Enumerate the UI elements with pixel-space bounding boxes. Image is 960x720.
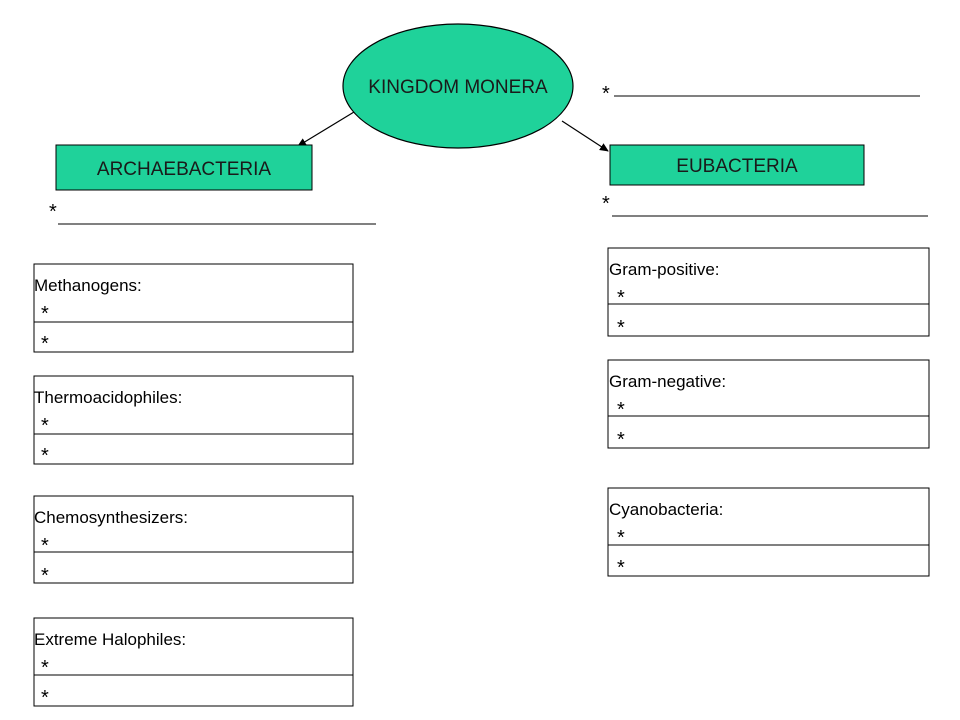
group-item: *: [617, 557, 625, 579]
group-item: *: [41, 303, 49, 325]
archaebacteria-label: ARCHAEBACTERIA: [96, 159, 272, 180]
eubacteria-note-asterisk: *: [602, 193, 610, 215]
archaebacteria-note-asterisk: *: [49, 201, 57, 223]
group-title: Cyanobacteria:: [609, 500, 724, 519]
group-item: *: [617, 527, 625, 549]
group-title: Gram-positive:: [609, 260, 720, 279]
group-extreme-halophiles: [34, 618, 353, 709]
group-item: *: [41, 535, 49, 557]
group-item: *: [41, 687, 49, 709]
group-title: Thermoacidophiles:: [34, 388, 183, 407]
branch-eubacteria: [602, 145, 929, 579]
branch-archaebacteria: [34, 145, 376, 709]
group-title: Methanogens:: [34, 276, 142, 295]
group-item: *: [41, 445, 49, 467]
group-thermoacidophiles: [34, 376, 353, 467]
group-gram-positive: [608, 248, 929, 339]
group-title: Extreme Halophiles:: [34, 630, 187, 649]
group-item: *: [617, 399, 625, 421]
root-node: [343, 24, 573, 148]
group-item: *: [617, 429, 625, 451]
arrow-to-eubacteria: [562, 121, 608, 151]
group-item: *: [617, 317, 625, 339]
group-cyanobacteria: [608, 488, 929, 579]
group-item: *: [41, 333, 49, 355]
arrow-to-archaebacteria: [298, 112, 354, 146]
group-item: *: [41, 657, 49, 679]
group-item: *: [41, 565, 49, 587]
group-item: *: [617, 287, 625, 309]
root-label: KINGDOM MONERA: [368, 77, 548, 98]
group-chemosynthesizers: [34, 496, 353, 587]
group-methanogens: [34, 264, 353, 355]
group-item: *: [41, 415, 49, 437]
eubacteria-label: EUBACTERIA: [676, 156, 798, 177]
root-note: [602, 83, 920, 105]
group-title: Chemosynthesizers:: [34, 508, 189, 527]
group-gram-negative: [608, 360, 929, 451]
group-title: Gram-negative:: [609, 372, 727, 391]
root-note-asterisk: *: [602, 83, 610, 105]
